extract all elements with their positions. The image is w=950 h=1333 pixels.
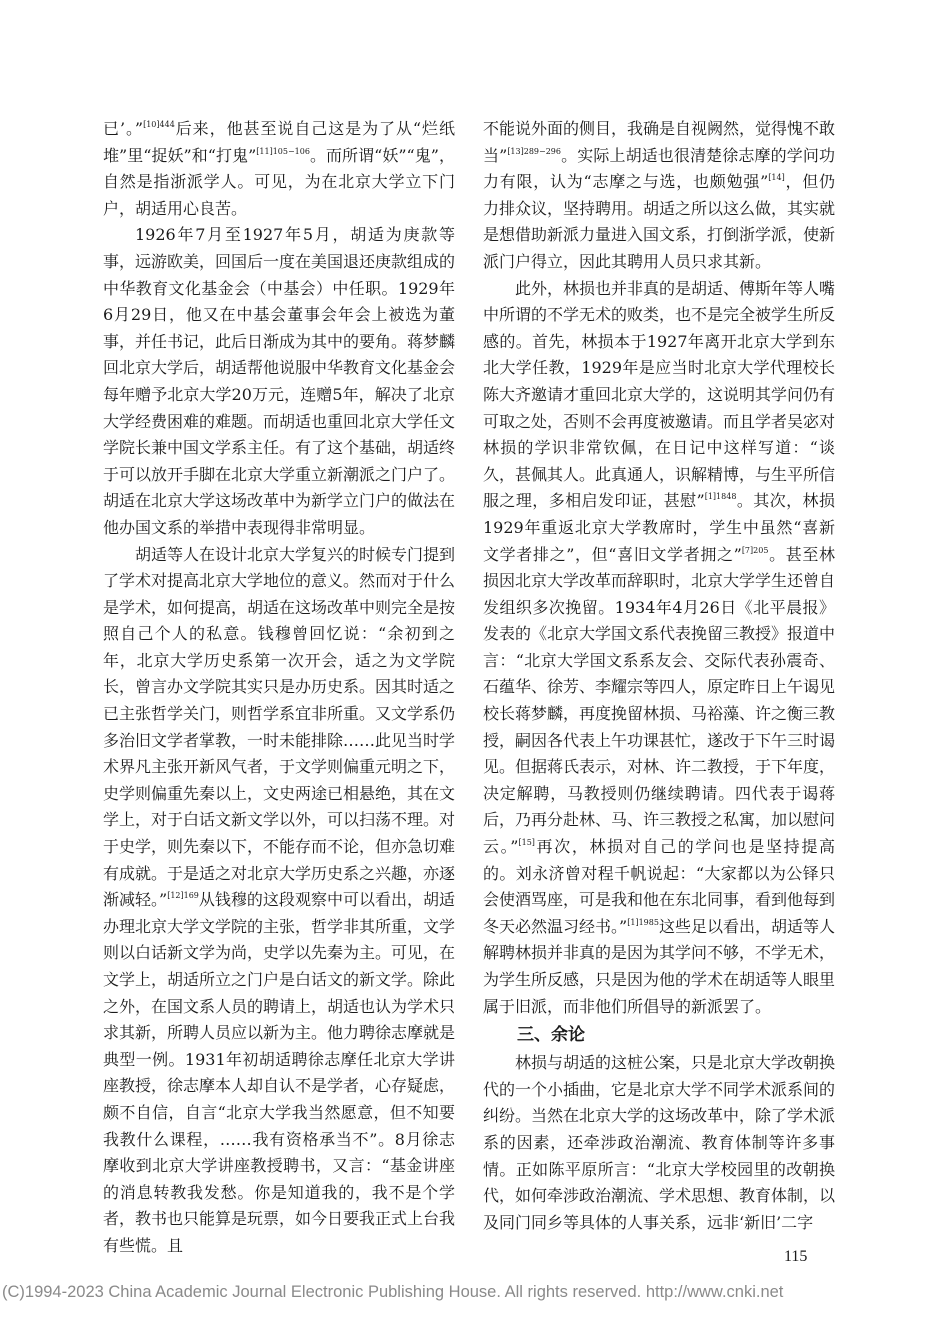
citation: [1]1985 — [627, 917, 659, 927]
right-column — [483, 116, 835, 1236]
section-heading: 三、余论 — [517, 1025, 585, 1046]
copyright-footer: (C)1994-2023 China Academic Journal Electronic Publishing House. All rights reserved. http://www.cnki.net — [2, 1283, 784, 1301]
citation: [12]169 — [167, 891, 199, 901]
citation: [14] — [768, 173, 785, 183]
paragraph: 此外，林损也并非真的是胡适、傅斯年等人嘴中所谓的不学无术的败类，也不是完全被学生所反感的。首先，林损本于1927年离开北京大学到东北大学任教，1929年是应当时北京大学代理校长陈大齐邀请才重回北京大学的，这说明其学问仍有可取之处，否则不会再度被邀请。而且学者吴宓对林损的学识非常钦佩，在日记中这样写道：“谈久，甚佩其人。此真通人，识解精博，与生平所信服之理，多相启发印证，甚慰”$^{[1]1848}$。其次，林损1929年重返北京大学教席时，学生中虽然“喜新文学者排之”，但“喜旧文学者拥之”$^{[7]205}$。甚至林损因北京大学改革而辞职时，北京大学学生还曾自发组织多次挽留。1934年4月26日《北平晨报》发表的《北京大学国文系代表挽留三教授》报道中言：“北京大学国文系系友会、交际代表孙震奇、石蕴华、徐芳、李耀宗等四人，原定昨日上午谒见校长蒋梦麟，再度挽留林损、马裕藻、许之衡三教授，嗣因各代表上午功课甚忙，遂改于下午三时谒见。但据蒋氏表示，对林、许二教授，于下年度，决定解聘，马教授则仍继续聘请。四代表于谒蒋后，乃再分赴林、马、许三教授之私寓，加以慰问云。”[15]再次，林损对自己的学问也是坚持提高的。刘永济曾对程千帆说起：“大家都以为公铎只会使酒骂座，可是我和他在东北同事，看到他每到冬天必然温习经书。”$^{[1]1985}$这些足以看出，胡适等人解聘林损并非真的是因为其学问不够，不学无术，为学生所反感，只是因为他的学术在胡适等人眼里属于旧派，而非他们所倡导的新派罢了。 — [483, 278, 836, 1016]
citation: [1]1848 — [704, 492, 737, 502]
paragraph: 已’。”$^{[10]444}$后来，他甚至说自己这是为了从“烂纸堆”里“捉妖”和“打鬼”$^{[11]105-106}$。而所谓“妖”“鬼”，自然是指浙派学人。可见，为在北京大学立下门户，胡适用心良苦。 — [103, 119, 455, 218]
citation: [10]444 — [143, 120, 175, 129]
citation: [7]205 — [741, 545, 769, 555]
paragraph: 胡适等人在设计北京大学复兴的时候专门提到了学术对提高北京大学地位的意义。然而对于什么是学术，如何提高，胡适在这场改革中则完全是按照自己个人的私意。钱穆曾回忆说：“余初到之年，北京大学历史系第一次开会，适之为文学院长，曾言办文学院其实只是办历史系。因其时适之已主张哲学关门，则哲学系宜非所重。又文学系仍多治旧文学者掌教，一时未能排除……此见当时学术界凡主张开新风气者，于文学则偏重元明之下，史学则偏重先秦以上，文史两途已相悬绝，其在文学上，对于白话文新文学以外，可以扫荡不理。对于史学，则先秦以下，不能存而不论，但亦急切难有成就。于是适之对北京大学历史系之兴趣，亦逐渐减轻。”$^{[12]169}$从钱穆的这段观察中可以看出，胡适办理北京大学文学院的主张，哲学非其所重，文学则以白话新文学为尚，史学以先秦为主。可见，在文学上，胡适所立之门户是白话文的新文学。除此之外，在国文系人员的聘请上，胡适也认为学术只求其新，所聘人员应以新为主。他力聘徐志摩就是典型一例。1931年初胡适聘徐志摩任北京大学讲座教授，徐志摩本人却自认不是学者，心存疑虑，颇不自信，自言“北京大学我当然愿意，但不知要我教什么课程，……我有资格承当不”。8月徐志摩收到北京大学讲座教授聘书，又言：“基金讲座的消息转教我发愁。你是知道我的，我不是个学者，教书也只能算是玩票，如今日要我正式上台我有些慌。且 — [103, 544, 456, 1255]
paragraph: 1926年7月至1927年5月，胡适为庚款等事，远游欧美，回国后一度在美国退还庚款组成的中华教育文化基金会（中基会）中任职。1929年6月29日，他又在中基会董事会年会上被选为董事，并任书记，此后日渐成为其中的要角。蒋梦麟回北京大学后，胡适帮他说服中华教育文化基金会每年赠予北京大学20万元，连赠5年，解决了北京大学经费困难的难题。而胡适也重回北京大学任文学院长兼中国文学系主任。有了这个基础，胡适终于可以放开手脚在北京大学重立新潮派之门户了。胡适在北京大学这场改革中为新学立门户的做法在他办国文系的举措中表现得非常明显。 — [103, 225, 456, 537]
left-column — [103, 116, 455, 1260]
citation: [15] — [518, 838, 535, 848]
page-number: 115 — [784, 1248, 808, 1265]
paragraph: 林损与胡适的这桩公案，只是北京大学改朝换代的一个小插曲，它是北京大学不同学术派系间的纠纷。当然在北京大学的这场改革中，除了学术派系的因素，还牵涉政治潮流、教育体制等许多事情。正如陈平原所言：“北京大学校园里的改朝换代，如何牵涉政治潮流、学术思想、教育体制，以及同门同乡等具体的人事关系，远非‘新旧’二字 — [483, 1053, 836, 1232]
citation: [11]105−106 — [256, 146, 310, 156]
paragraph: 不能说外面的侧目，我确是自视阙然，觉得愧不敢当”$^{[13]289-296}$。实际上胡适也很清楚徐志摩的学问功力有限，认为“志摩之与选，也颇勉强”[14]，但仍力排众议，坚持聘用。胡适之所以这么做，其实就是想借助新派力量进入国文系，打倒浙学派，使新派门户得立，因此其聘用人员只求其新。 — [483, 119, 836, 271]
citation: [13]289−296 — [507, 146, 561, 156]
